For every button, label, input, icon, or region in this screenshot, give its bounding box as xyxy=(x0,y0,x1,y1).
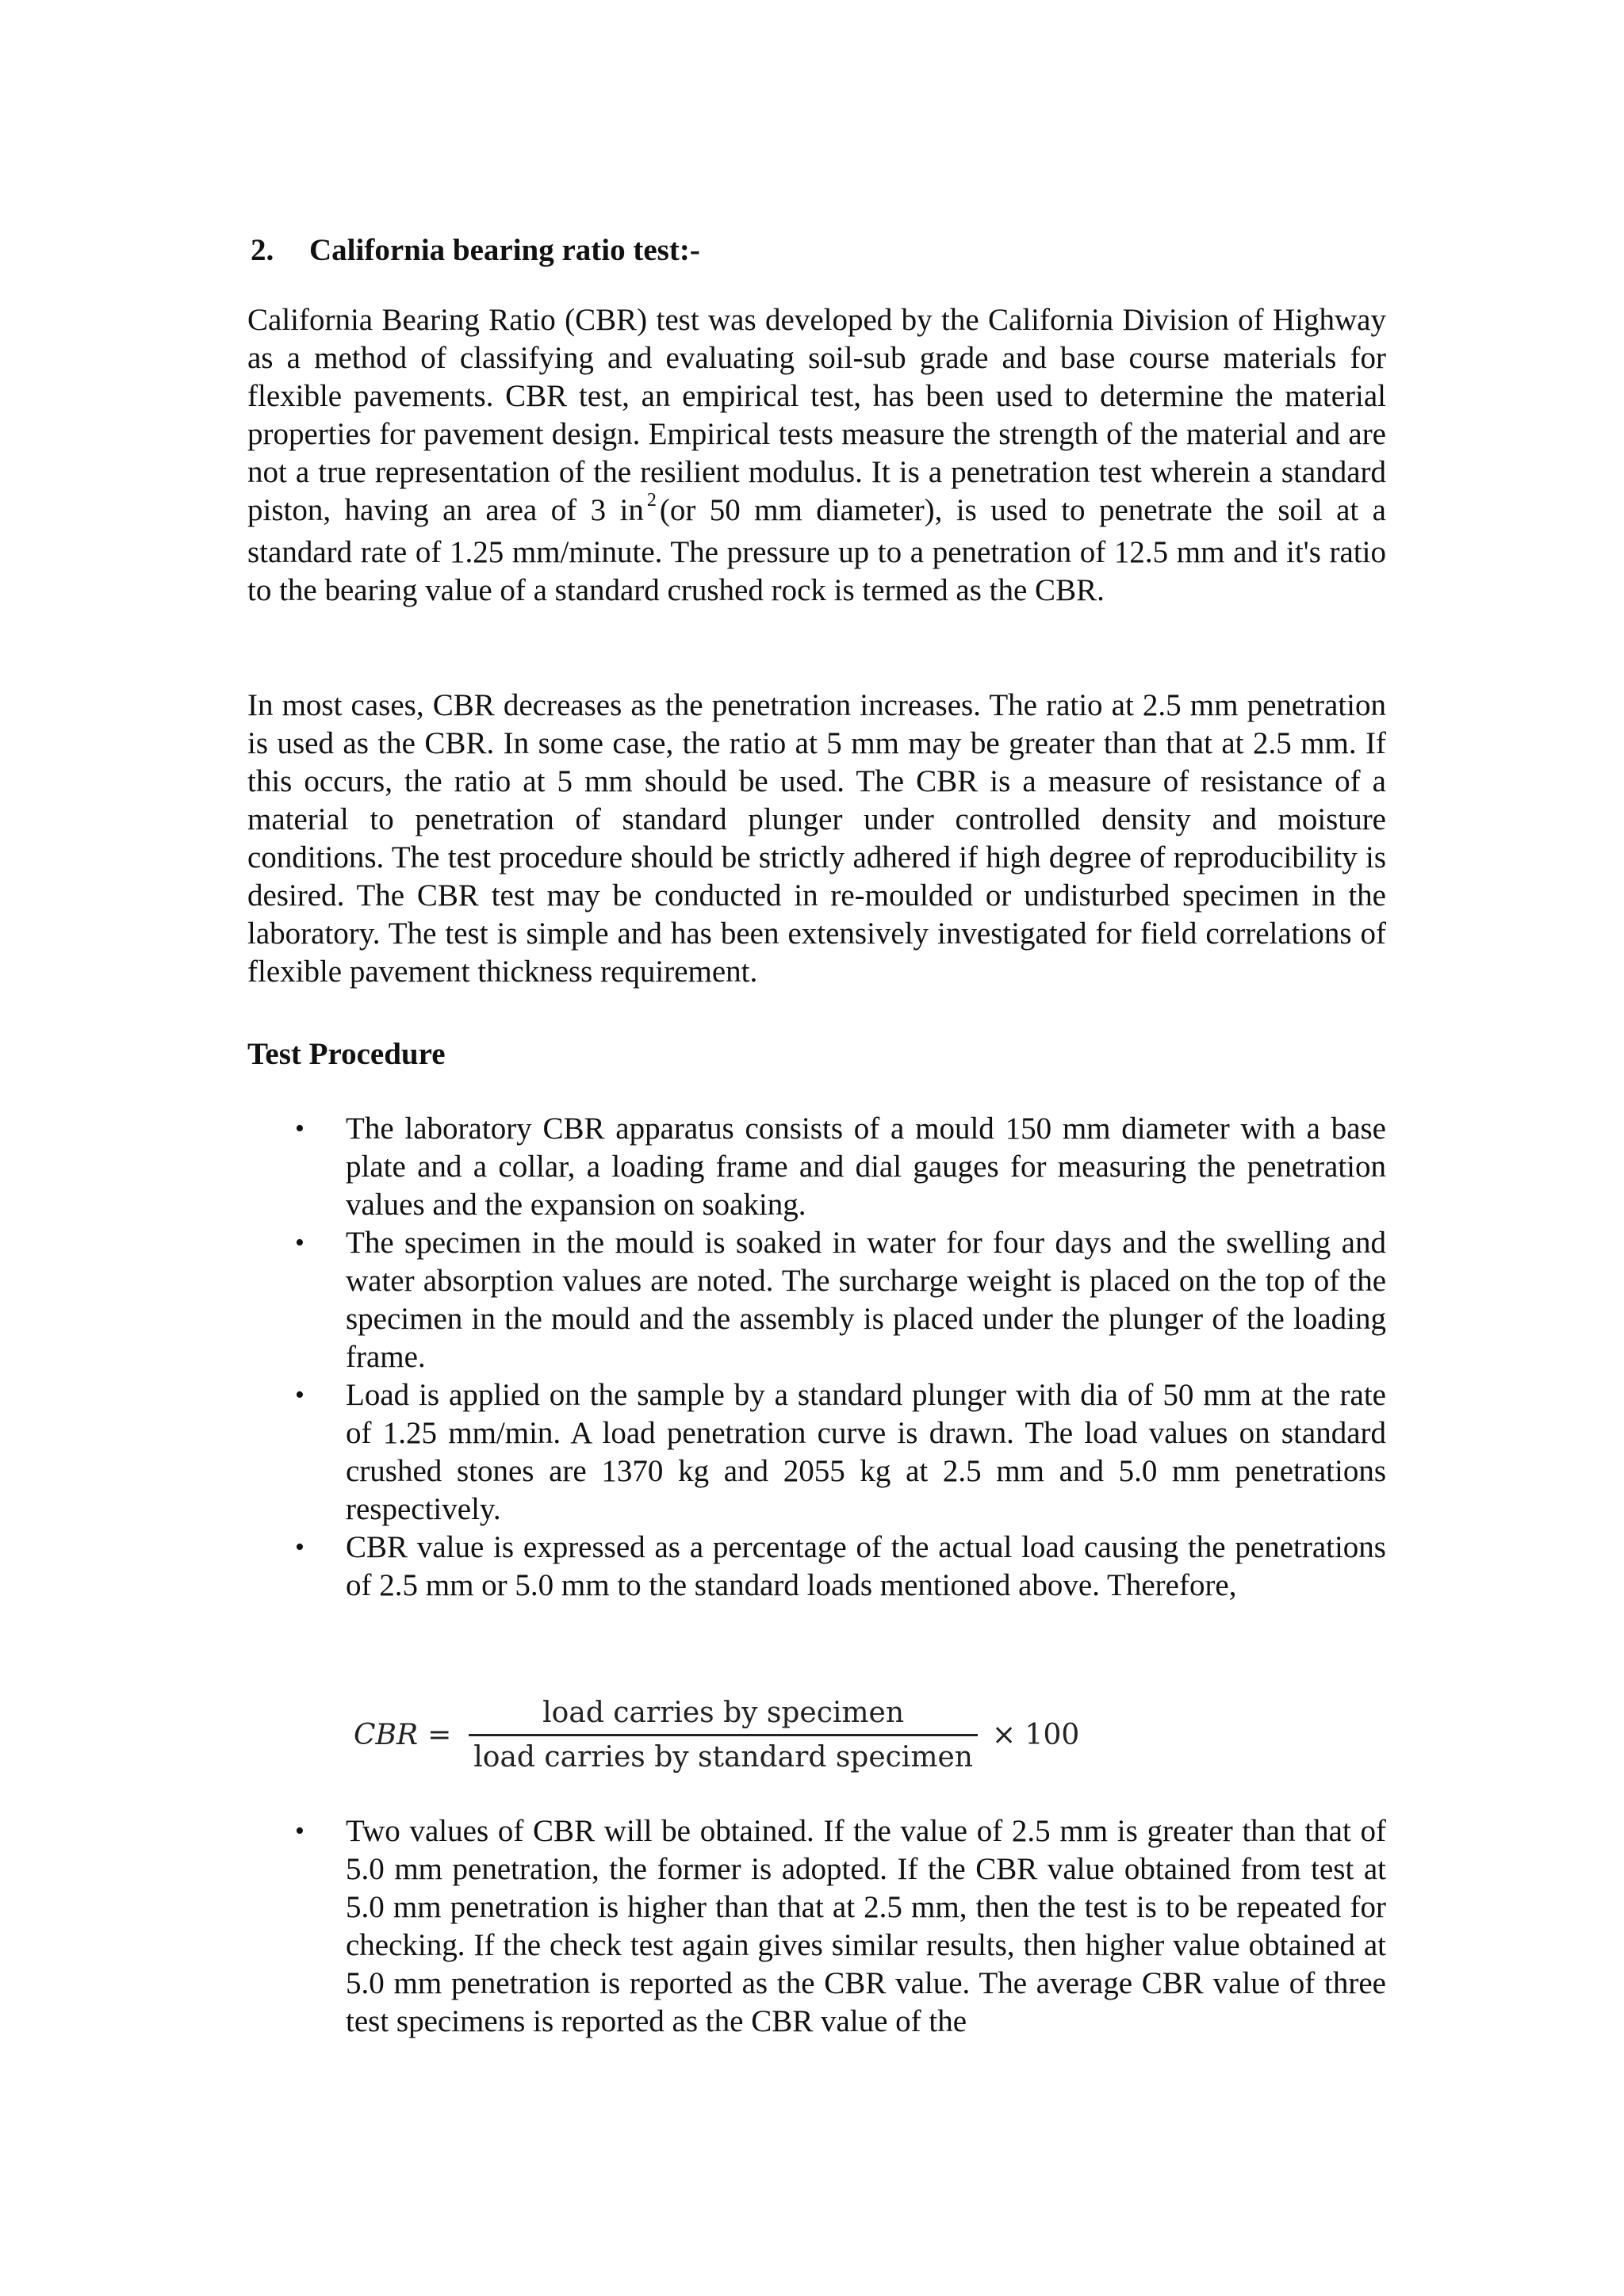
formula-multiplier: × 100 xyxy=(991,1718,1080,1751)
bullet-icon: • xyxy=(295,1816,304,1846)
section-heading xyxy=(251,227,700,274)
bullet-icon: • xyxy=(295,1533,304,1562)
procedure-list xyxy=(0,1110,1624,1605)
list-item xyxy=(0,1376,1386,1529)
formula-numerator: load carries by specimen xyxy=(542,1696,905,1729)
list-item-text: The laboratory CBR apparatus consists of a mould 150 mm diameter with a base plate and a collar, a loading frame and dial gauges for measuring the penetration values and the expansion on soaking. xyxy=(346,1112,1386,1222)
list-item-text: CBR value is expressed as a percentage of the actual load causing the penetrations of 2.5 mm or 5.0 mm to the standard loads mentioned above. Therefore, xyxy=(346,1530,1386,1602)
list-item xyxy=(0,1110,1386,1224)
list-item-text: The specimen in the mould is soaked in water for four days and the swelling and water absorption values are noted. The surcharge weight is placed on the top of the specimen in the mould and the assembly is placed under the plunger of the loading frame. xyxy=(346,1226,1386,1374)
second-paragraph: In most cases, CBR decreases as the penetration increases. The ratio at 2.5 mm penetration is used as the CBR. In some case, the ratio at 5 mm may be greater than that at 2.5 mm. If this occurs, the ratio at 5 mm should be used. The CBR is a measure of resistance of a material to penetration of standard plunger under controlled density and moisture conditions. The test procedure should be strictly adhered if high degree of reproducibility is desired. The CBR test may be conducted in re-moulded or undisturbed specimen in the laboratory. The test is simple and has been extensively investigated for field correlations of flexible pavement thickness requirement. xyxy=(247,688,1386,989)
intro-text-part1: California Bearing Ratio (CBR) test was developed by the California Division of Highway as a method of classifying and evaluating soil-sub grade and base course materials for flexible pavements. CBR test, an empirical test, has been used to determine the material properties for pavement design. Empirical tests measure the strength of the material and are not a true representation of the resilient modulus. It is a penetration test wherein a standard piston, having an area of 3 in xyxy=(247,303,1386,527)
superscript-two: 2 xyxy=(646,490,657,511)
bullet-icon: • xyxy=(295,1228,304,1257)
bullet-icon: • xyxy=(295,1380,304,1410)
test-procedure-heading: Test Procedure xyxy=(247,1037,446,1071)
list-item-text: Two values of CBR will be obtained. If the value of 2.5 mm is greater than that of 5.0 mm penetration, the former is adopted. If the CBR value obtained from test at 5.0 mm penetration is higher than that at 2.5 mm, then the test is to be repeated for checking. If the check test again gives similar results, then higher value obtained at 5.0 mm penetration is reported as the CBR value. The average CBR value of three test specimens is reported as the CBR value of the xyxy=(346,1814,1386,2038)
procedure-list-continued xyxy=(0,1812,1624,2041)
formula-fraction xyxy=(469,1697,978,1774)
formula-lhs: CBR xyxy=(354,1718,419,1751)
formula-denominator: load carries by standard specimen xyxy=(473,1740,973,1774)
cbr-formula xyxy=(354,1687,1079,1782)
list-item xyxy=(0,1529,1386,1605)
list-item xyxy=(0,1224,1386,1376)
list-item xyxy=(0,1812,1386,2041)
intro-text-part2: (or 50 mm diameter), is used to penetrate the soil at a standard rate of 1.25 mm/minute. The pressure up to a penetration of 12.5 mm and it's ratio to the bearing value of a standard crushed rock is termed as the CBR. xyxy=(247,493,1386,607)
intro-paragraph xyxy=(247,301,1386,610)
bullet-icon: • xyxy=(295,1114,304,1143)
section-number: 2. xyxy=(251,233,274,267)
formula-equals: = xyxy=(427,1718,452,1751)
list-item-text: Load is applied on the sample by a standard plunger with dia of 50 mm at the rate of 1.25 mm/min. A load penetration curve is drawn. The load values on standard crushed stones are 1370 kg and 2055 kg at 2.5 mm and 5.0 mm penetrations respectively. xyxy=(346,1378,1386,1526)
section-title: California bearing ratio test:- xyxy=(309,233,700,267)
